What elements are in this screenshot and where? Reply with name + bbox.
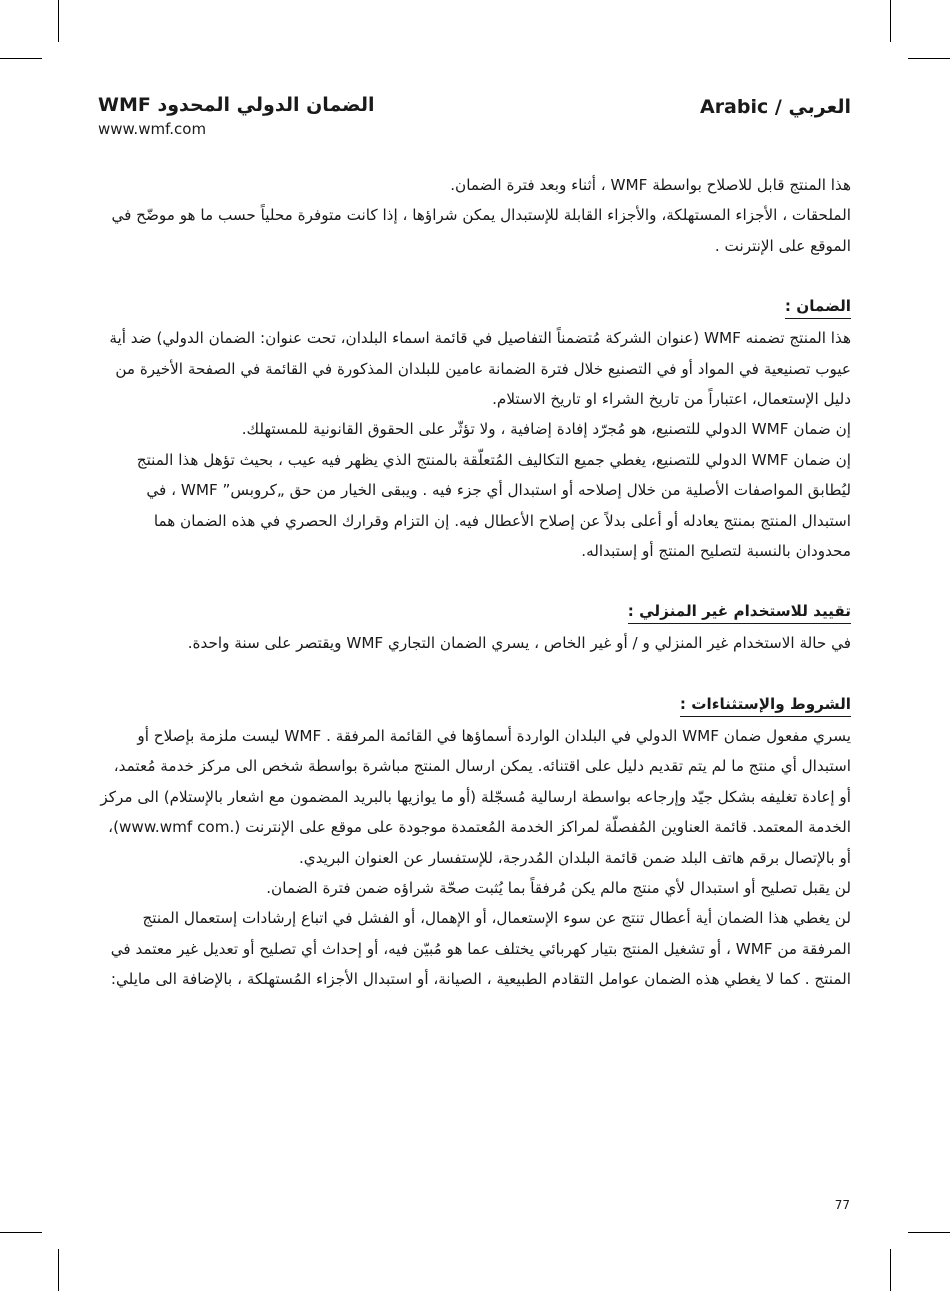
crop-mark-bottom-right-h (908, 1232, 950, 1233)
header-url: www.wmf.com (98, 120, 207, 138)
header-left (98, 94, 428, 138)
document-body (100, 170, 851, 995)
crop-mark-top-right (890, 0, 891, 42)
header-language: Arabic / العربي (699, 96, 851, 118)
conditions-paragraph: لن يقبل تصليح أو استبدال لأي منتج مالم يكن مُرفقاً بما يُثبت صحّة شراؤه ضمن فترة الضمان. (266, 878, 851, 897)
header-title: الضمان الدولي المحدود WMF (98, 94, 375, 116)
conditions-paragraph: لن يغطي هذا الضمان أية أعطال تنتج عن سوء الإستعمال، أو الإهمال، أو الفشل في اتباع إرشادات إستعمال المنتج المرفقة من WMF ، أو تشغيل المنتج بتيار كهربائي يختلف عما هو مُبيّن فيه، أو إحداث أي تصليح أو تعديل غير معتمد في المنتج . كما لا يغطي هذه الضمان عوامل التقادم الطبيعية ، الصيانة، أو استبدال الأجزاء المُستهلكة ، بالإضافة الى مايلي: (110, 909, 851, 989)
warranty-paragraph: إن ضمان WMF الدولي للتصنيع، يغطي جميع التكاليف المُتعلّقة بالمنتج الذي يظهر فيه عيب ، بحيث تؤهل هذا المنتج ليُطابق المواصفات الأصلية من خلال إصلاحه أو استبدال أي جزء فيه . ويبقى الخيار من حق „كروبس” WMF ، في استبدال المنتج بمنتج يعادله أو أعلى بدلاً عن إصلاح الأعطال فيه. إن التزام وقرارك الحصري في هذه الضمان هما محدودان بالنسبة لتصليح المنتج أو إستبداله. (136, 450, 851, 561)
crop-mark-bottom-left (58, 1249, 59, 1291)
non-domestic-heading: تقييد للاستخدام غير المنزلي : (628, 599, 851, 624)
crop-mark-top-left-h (0, 58, 42, 59)
intro-paragraph: هذا المنتج قابل للاصلاح بواسطة WMF ، أثناء وبعد فترة الضمان. (450, 176, 851, 194)
crop-mark-bottom-left-h (0, 1232, 42, 1233)
page-number: 77 (834, 1198, 850, 1212)
warranty-paragraph: هذا المنتج تضمنه WMF (عنوان الشركة مُتضمناً التفاصيل في قائمة اسماء البلدان، تحت عنوان: الضمان الدولي) ضد أية عيوب تصنيعية في المواد أو في التصنيع خلال فترة الضمانة عامين للبلدان المذكورة في القائمة في الصفحة الأخيرة من دليل الإستعمال، اعتباراً من تاريخ الشراء او تاريخ الاستلام. (109, 329, 851, 409)
crop-mark-bottom-right (890, 1249, 891, 1291)
intro-paragraph: الملحقات ، الأجزاء المستهلكة، والأجزاء القابلة للإستبدال يمكن شراؤها ، إذا كانت متوفرة محلياً حسب ما هو موضّح في الموقع على الإنترنت . (111, 206, 851, 255)
warranty-heading: الضمان : (785, 294, 851, 319)
crop-mark-top-right-h (908, 58, 950, 59)
conditions-paragraph: يسري مفعول ضمان WMF الدولي في البلدان الواردة أسماؤها في القائمة المرفقة . WMF ليست ملزمة بإصلاح أو استبدال أي منتج ما لم يتم تقديم دليل على اقتنائه. يمكن ارسال المنتج مباشرة بواسطة شخص الى مركز خدمة مُعتمد، أو إعادة تغليفه بشكل جيّد وإرجاعه بواسطة ارسالية مُسجّلة (أو ما يوازيها بالبريد المضمون مع اشعار بالإستلام) الى مركز الخدمة المعتمد. قائمة العناوين المُفصلّة لمراكز الخدمة المُعتمدة موجودة على موقع على الإنترنت (.www.wmf com)، أو بالإتصال برقم هاتف البلد ضمن قائمة البلدان المُدرجة، للإستفسار عن العنوان البريدي. (100, 726, 851, 867)
non-domestic-paragraph: في حالة الاستخدام غير المنزلي و / أو غير الخاص ، يسري الضمان التجاري WMF ويقتصر على سنة واحدة. (187, 634, 851, 653)
warranty-paragraph: إن ضمان WMF الدولي للتصنيع، هو مُجرّد إفادة إضافية ، ولا تؤثّر على الحقوق القانونية للمستهلك. (241, 420, 851, 439)
crop-mark-top-left (58, 0, 59, 42)
conditions-heading: الشروط والإستثناءات : (680, 692, 851, 717)
